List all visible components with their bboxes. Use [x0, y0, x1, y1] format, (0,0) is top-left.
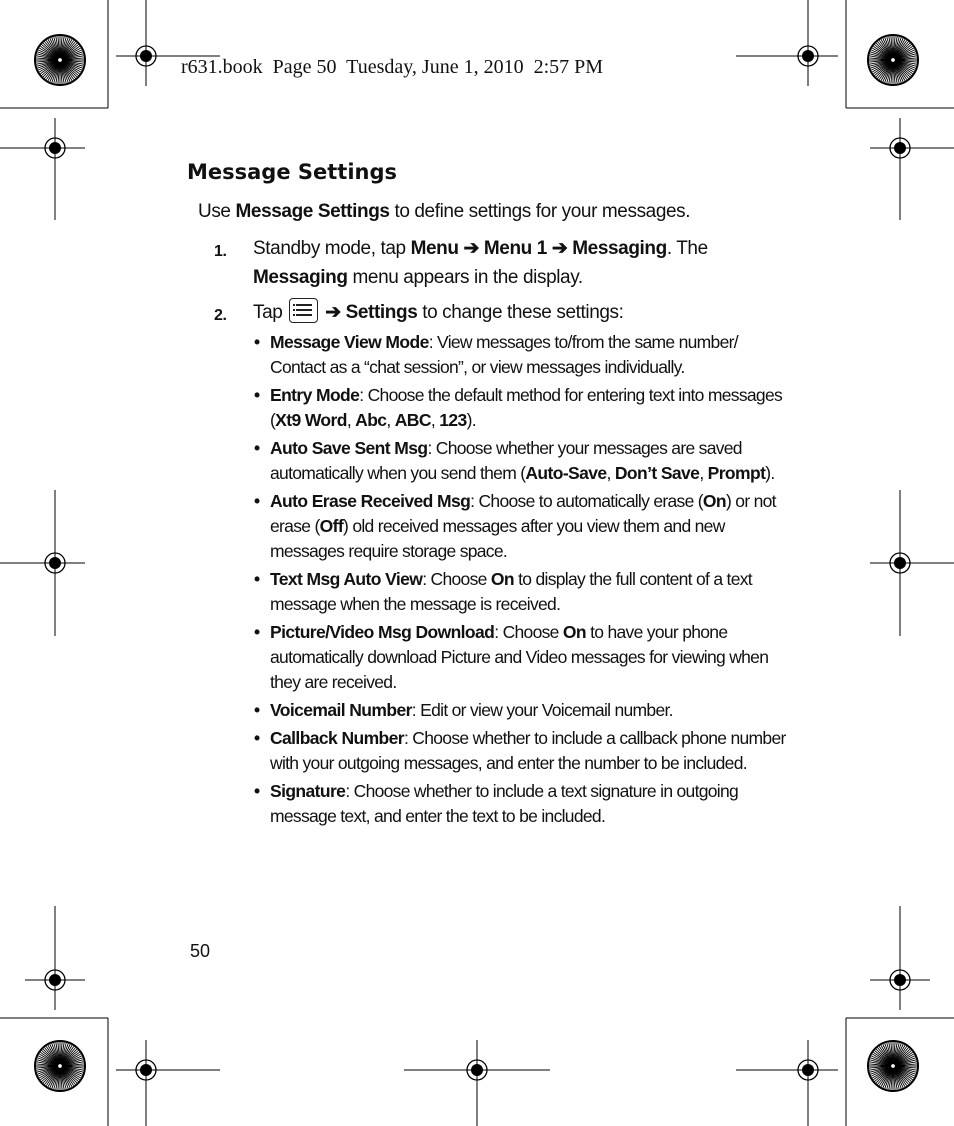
list-item: • Auto Save Sent Msg: Choose whether your messages are saved automatically when you send them (Auto-Save, Don’t Save, Prompt).	[254, 438, 775, 483]
intro-paragraph: Use Message Settings to define settings for your messages.	[198, 201, 691, 222]
registration-starburst	[35, 35, 85, 85]
print-header: r631.book Page 50 Tuesday, June 1, 2010 2:57 PM	[181, 56, 604, 78]
list-item: • Text Msg Auto View: Choose On to display the full content of a text message when the message is received.	[254, 569, 752, 614]
list-item: • Callback Number: Choose whether to include a callback phone number with your outgoing messages, and enter the number to be included.	[254, 728, 786, 773]
step-1-text: Standby mode, tap Menu ➔ Menu 1 ➔ Messaging. The Messaging menu appears in the display.	[253, 238, 708, 288]
step-number: 2.	[214, 307, 227, 324]
registration-starburst	[35, 1041, 85, 1091]
list-item: • Picture/Video Msg Download: Choose On to have your phone automatically download Picture and Video messages for viewing when they are received.	[254, 622, 769, 692]
step-2-text: Tap ➔ Settings to change these settings:	[253, 298, 773, 327]
registration-starburst	[868, 35, 918, 85]
page-number: 50	[190, 941, 211, 961]
list-item: • Message View Mode: View messages to/from the same number/ Contact as a “chat session”, or view messages individually.	[254, 332, 738, 377]
step-number: 1.	[214, 243, 227, 260]
list-item: • Voicemail Number: Edit or view your Voicemail number.	[254, 700, 673, 720]
section-title: Message Settings	[187, 160, 398, 184]
list-item: • Entry Mode: Choose the default method for entering text into messages (Xt9 Word, Abc, ABC, 123).	[254, 385, 783, 430]
menu-list-icon	[289, 298, 318, 323]
registration-starburst	[868, 1041, 918, 1091]
settings-list	[254, 330, 794, 832]
list-item: • Signature: Choose whether to include a text signature in outgoing message text, and enter the text to be included.	[254, 781, 739, 826]
list-item: • Auto Erase Received Msg: Choose to automatically erase (On) or not erase (Off) old received messages after you view them and new messages require storage space.	[254, 491, 776, 561]
